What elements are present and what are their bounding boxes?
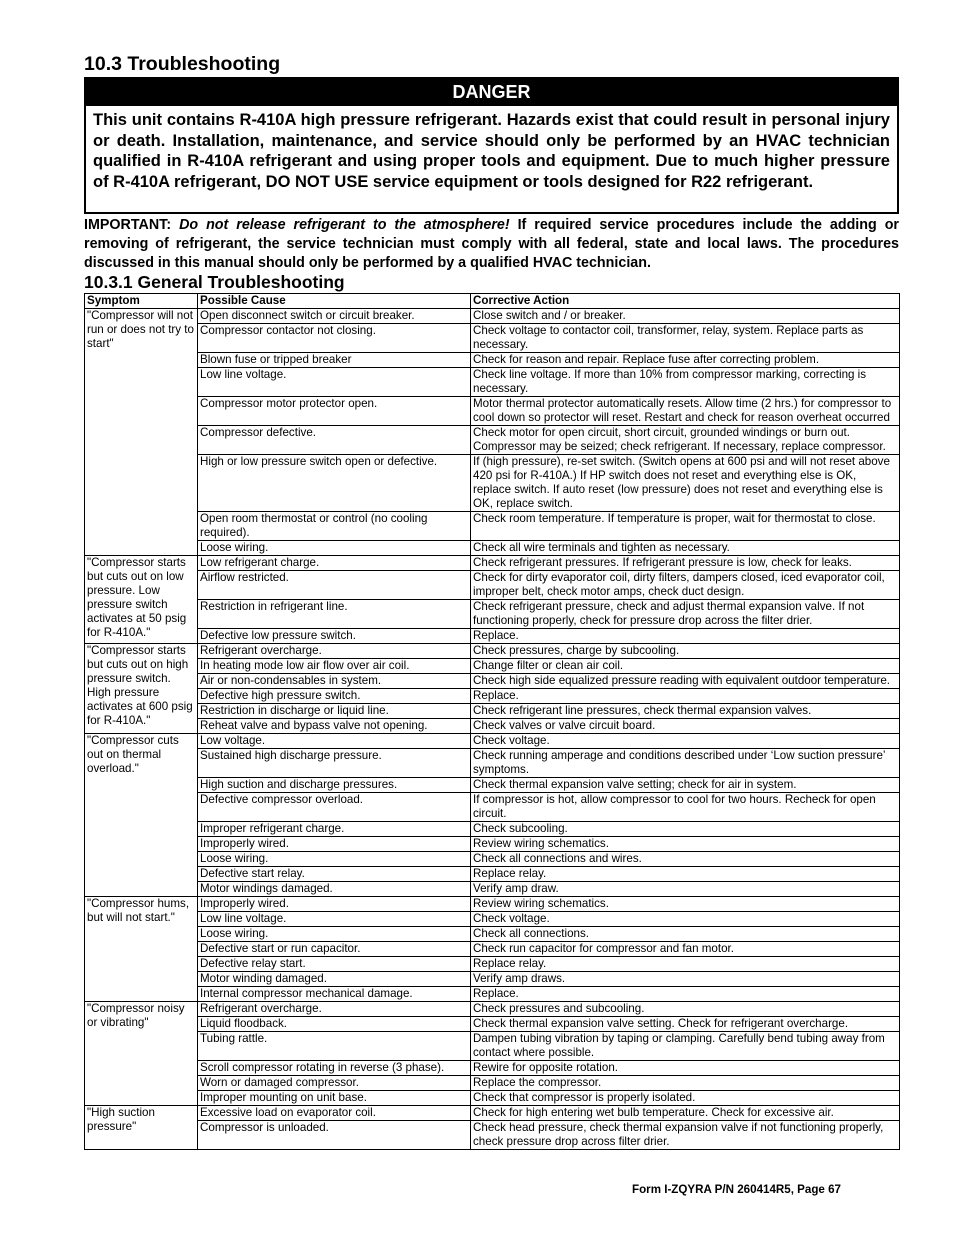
- table-row: [85, 927, 900, 942]
- possible-cause-cell: Open disconnect switch or circuit breaker.: [198, 309, 471, 324]
- table-row: [85, 867, 900, 882]
- table-row: [85, 837, 900, 852]
- header-possible-cause: Possible Cause: [198, 294, 471, 309]
- table-row: [85, 987, 900, 1002]
- corrective-action-cell: Dampen tubing vibration by taping or clamping. Carefully bend tubing away from contact where possible.: [471, 1032, 900, 1061]
- corrective-action-cell: Replace the compressor.: [471, 1076, 900, 1091]
- corrective-action-cell: Check all connections and wires.: [471, 852, 900, 867]
- table-row: [85, 368, 900, 397]
- corrective-action-cell: Review wiring schematics.: [471, 897, 900, 912]
- table-row: [85, 749, 900, 778]
- corrective-action-cell: Motor thermal protector automatically resets. Allow time (2 hrs.) for compressor to cool down so protector will reset. Restart and check for reason overheat occurred: [471, 397, 900, 426]
- symptom-cell: "Compressor hums, but will not start.": [85, 897, 198, 1002]
- corrective-action-cell: Replace relay.: [471, 957, 900, 972]
- possible-cause-cell: Defective start relay.: [198, 867, 471, 882]
- corrective-action-cell: Check voltage.: [471, 912, 900, 927]
- important-label: IMPORTANT:: [84, 217, 172, 233]
- corrective-action-cell: Rewire for opposite rotation.: [471, 1061, 900, 1076]
- table-row: [85, 719, 900, 734]
- possible-cause-cell: Low refrigerant charge.: [198, 556, 471, 571]
- corrective-action-cell: Check running amperage and conditions described under ‘Low suction pressure’ symptoms.: [471, 749, 900, 778]
- corrective-action-cell: Review wiring schematics.: [471, 837, 900, 852]
- possible-cause-cell: Worn or damaged compressor.: [198, 1076, 471, 1091]
- table-row: [85, 852, 900, 867]
- table-row: [85, 1121, 900, 1150]
- table-row: [85, 541, 900, 556]
- table-row: [85, 942, 900, 957]
- possible-cause-cell: Tubing rattle.: [198, 1032, 471, 1061]
- table-row: [85, 822, 900, 837]
- possible-cause-cell: Internal compressor mechanical damage.: [198, 987, 471, 1002]
- possible-cause-cell: Improperly wired.: [198, 897, 471, 912]
- table-body: [85, 309, 900, 1150]
- possible-cause-cell: Restriction in refrigerant line.: [198, 600, 471, 629]
- corrective-action-cell: Check for high entering wet bulb temperature. Check for excessive air.: [471, 1106, 900, 1121]
- corrective-action-cell: Check line voltage. If more than 10% from compressor marking, correcting is necessary.: [471, 368, 900, 397]
- possible-cause-cell: Refrigerant overcharge.: [198, 644, 471, 659]
- danger-heading: DANGER: [86, 79, 897, 106]
- corrective-action-cell: Close switch and / or breaker.: [471, 309, 900, 324]
- possible-cause-cell: Loose wiring.: [198, 852, 471, 867]
- symptom-cell: "Compressor starts but cuts out on high pressure switch. High pressure activates at 600 psig for R-410A.": [85, 644, 198, 734]
- table-row: [85, 1061, 900, 1076]
- corrective-action-cell: Check run capacitor for compressor and fan motor.: [471, 942, 900, 957]
- table-header-row: [85, 294, 900, 309]
- corrective-action-cell: Check voltage to contactor coil, transformer, relay, system. Replace parts as necessary.: [471, 324, 900, 353]
- page-footer: Form I-ZQYRA P/N 260414R5, Page 67: [632, 1183, 841, 1196]
- possible-cause-cell: Airflow restricted.: [198, 571, 471, 600]
- table-row: [85, 897, 900, 912]
- possible-cause-cell: Liquid floodback.: [198, 1017, 471, 1032]
- table-row: [85, 704, 900, 719]
- possible-cause-cell: Defective compressor overload.: [198, 793, 471, 822]
- corrective-action-cell: Verify amp draws.: [471, 972, 900, 987]
- table-row: [85, 324, 900, 353]
- danger-text: This unit contains R-410A high pressure refrigerant. Hazards exist that could result in personal injury or death. Installation, maintenance, and service should only be performed by an HVAC technician qualified in R-410A refrigerant and using proper tools and equipment. Due to much higher pressure of R-410A refrigerant, DO NOT USE service equipment or tools designed for R22 refrigerant.: [93, 111, 890, 191]
- corrective-action-cell: Check refrigerant line pressures, check thermal expansion valves.: [471, 704, 900, 719]
- table-row: [85, 644, 900, 659]
- possible-cause-cell: Compressor defective.: [198, 426, 471, 455]
- corrective-action-cell: Check voltage.: [471, 734, 900, 749]
- corrective-action-cell: Check pressures, charge by subcooling.: [471, 644, 900, 659]
- possible-cause-cell: Compressor motor protector open.: [198, 397, 471, 426]
- corrective-action-cell: Check valves or valve circuit board.: [471, 719, 900, 734]
- possible-cause-cell: Low voltage.: [198, 734, 471, 749]
- possible-cause-cell: Loose wiring.: [198, 541, 471, 556]
- possible-cause-cell: Low line voltage.: [198, 368, 471, 397]
- corrective-action-cell: Change filter or clean air coil.: [471, 659, 900, 674]
- possible-cause-cell: High suction and discharge pressures.: [198, 778, 471, 793]
- possible-cause-cell: Excessive load on evaporator coil.: [198, 1106, 471, 1121]
- table-row: [85, 912, 900, 927]
- corrective-action-cell: Check thermal expansion valve setting; check for air in system.: [471, 778, 900, 793]
- table-row: [85, 689, 900, 704]
- danger-box: [84, 77, 899, 214]
- table-row: [85, 1091, 900, 1106]
- table-row: [85, 1076, 900, 1091]
- corrective-action-cell: Check all connections.: [471, 927, 900, 942]
- possible-cause-cell: Defective high pressure switch.: [198, 689, 471, 704]
- possible-cause-cell: Sustained high discharge pressure.: [198, 749, 471, 778]
- possible-cause-cell: Low line voltage.: [198, 912, 471, 927]
- possible-cause-cell: Defective low pressure switch.: [198, 629, 471, 644]
- possible-cause-cell: Blown fuse or tripped breaker: [198, 353, 471, 368]
- table-row: [85, 426, 900, 455]
- corrective-action-cell: Replace.: [471, 689, 900, 704]
- possible-cause-cell: Restriction in discharge or liquid line.: [198, 704, 471, 719]
- possible-cause-cell: In heating mode low air flow over air coil.: [198, 659, 471, 674]
- symptom-cell: "Compressor starts but cuts out on low pressure. Low pressure switch activates at 50 psig for R-410A.": [85, 556, 198, 644]
- table-row: [85, 397, 900, 426]
- header-symptom: Symptom: [85, 294, 198, 309]
- possible-cause-cell: Refrigerant overcharge.: [198, 1002, 471, 1017]
- corrective-action-cell: Check subcooling.: [471, 822, 900, 837]
- corrective-action-cell: Check room temperature. If temperature is proper, wait for thermostat to close.: [471, 512, 900, 541]
- table-row: [85, 455, 900, 512]
- table-row: [85, 353, 900, 368]
- symptom-cell: "Compressor will not run or does not try to start": [85, 309, 198, 556]
- table-row: [85, 734, 900, 749]
- possible-cause-cell: Motor winding damaged.: [198, 972, 471, 987]
- table-row: [85, 309, 900, 324]
- corrective-action-cell: Check high side equalized pressure reading with equivalent outdoor temperature.: [471, 674, 900, 689]
- possible-cause-cell: Improper refrigerant charge.: [198, 822, 471, 837]
- table-row: [85, 571, 900, 600]
- possible-cause-cell: High or low pressure switch open or defective.: [198, 455, 471, 512]
- important-note: [84, 216, 899, 273]
- header-corrective-action: Corrective Action: [471, 294, 900, 309]
- table-row: [85, 972, 900, 987]
- table-row: [85, 1017, 900, 1032]
- corrective-action-cell: If compressor is hot, allow compressor to cool for two hours. Recheck for open circuit.: [471, 793, 900, 822]
- corrective-action-cell: Check pressures and subcooling.: [471, 1002, 900, 1017]
- table-row: [85, 882, 900, 897]
- corrective-action-cell: Check all wire terminals and tighten as necessary.: [471, 541, 900, 556]
- corrective-action-cell: Check that compressor is properly isolated.: [471, 1091, 900, 1106]
- table-row: [85, 600, 900, 629]
- corrective-action-cell: Check refrigerant pressures. If refrigerant pressure is low, check for leaks.: [471, 556, 900, 571]
- symptom-cell: "Compressor cuts out on thermal overload.": [85, 734, 198, 897]
- corrective-action-cell: Replace relay.: [471, 867, 900, 882]
- corrective-action-cell: Check thermal expansion valve setting. Check for refrigerant overcharge.: [471, 1017, 900, 1032]
- important-text: If required service procedures include the adding or removing of refrigerant, the service technician must comply with all federal, state and local laws. The procedures discussed in this manual should only be performed by a qualified HVAC technician.: [84, 217, 899, 271]
- possible-cause-cell: Reheat valve and bypass valve not opening.: [198, 719, 471, 734]
- corrective-action-cell: Check refrigerant pressure, check and adjust thermal expansion valve. If not functioning properly, check for pressure drop across the filter drier.: [471, 600, 900, 629]
- symptom-cell: "Compressor noisy or vibrating": [85, 1002, 198, 1106]
- possible-cause-cell: Scroll compressor rotating in reverse (3 phase).: [198, 1061, 471, 1076]
- possible-cause-cell: Compressor contactor not closing.: [198, 324, 471, 353]
- possible-cause-cell: Defective relay start.: [198, 957, 471, 972]
- possible-cause-cell: Defective start or run capacitor.: [198, 942, 471, 957]
- table-row: [85, 1106, 900, 1121]
- section-title: 10.3 Troubleshooting: [84, 53, 281, 75]
- table-row: [85, 659, 900, 674]
- troubleshooting-table: [84, 293, 900, 1150]
- corrective-action-cell: Check head pressure, check thermal expansion valve if not functioning properly, check pressure drop across filter drier.: [471, 1121, 900, 1150]
- table-row: [85, 629, 900, 644]
- table-row: [85, 1032, 900, 1061]
- possible-cause-cell: Motor windings damaged.: [198, 882, 471, 897]
- possible-cause-cell: Loose wiring.: [198, 927, 471, 942]
- subsection-title: 10.3.1 General Troubleshooting: [84, 272, 345, 292]
- table-row: [85, 778, 900, 793]
- possible-cause-cell: Air or non-condensables in system.: [198, 674, 471, 689]
- table-row: [85, 793, 900, 822]
- important-emphasis: Do not release refrigerant to the atmosphere!: [179, 217, 510, 233]
- possible-cause-cell: Improperly wired.: [198, 837, 471, 852]
- table-row: [85, 674, 900, 689]
- symptom-cell: "High suction pressure": [85, 1106, 198, 1150]
- corrective-action-cell: Check for dirty evaporator coil, dirty filters, dampers closed, iced evaporator coil, improper belt, check motor amps, check duct design.: [471, 571, 900, 600]
- corrective-action-cell: Verify amp draw.: [471, 882, 900, 897]
- table-row: [85, 556, 900, 571]
- corrective-action-cell: Replace.: [471, 629, 900, 644]
- corrective-action-cell: Check motor for open circuit, short circuit, grounded windings or burn out. Compressor may be seized; check refrigerant. If necessary, replace compressor.: [471, 426, 900, 455]
- table-row: [85, 512, 900, 541]
- table-row: [85, 957, 900, 972]
- table-row: [85, 1002, 900, 1017]
- corrective-action-cell: If (high pressure), re-set switch. (Switch opens at 600 psi and will not reset above 420 psi for R-410A.) If HP switch does not reset and everything else is OK, replace switch. If auto reset (low pressure) does not reset and everything else is OK, replace switch.: [471, 455, 900, 512]
- corrective-action-cell: Check for reason and repair. Replace fuse after correcting problem.: [471, 353, 900, 368]
- possible-cause-cell: Open room thermostat or control (no cooling required).: [198, 512, 471, 541]
- possible-cause-cell: Improper mounting on unit base.: [198, 1091, 471, 1106]
- corrective-action-cell: Replace.: [471, 987, 900, 1002]
- possible-cause-cell: Compressor is unloaded.: [198, 1121, 471, 1150]
